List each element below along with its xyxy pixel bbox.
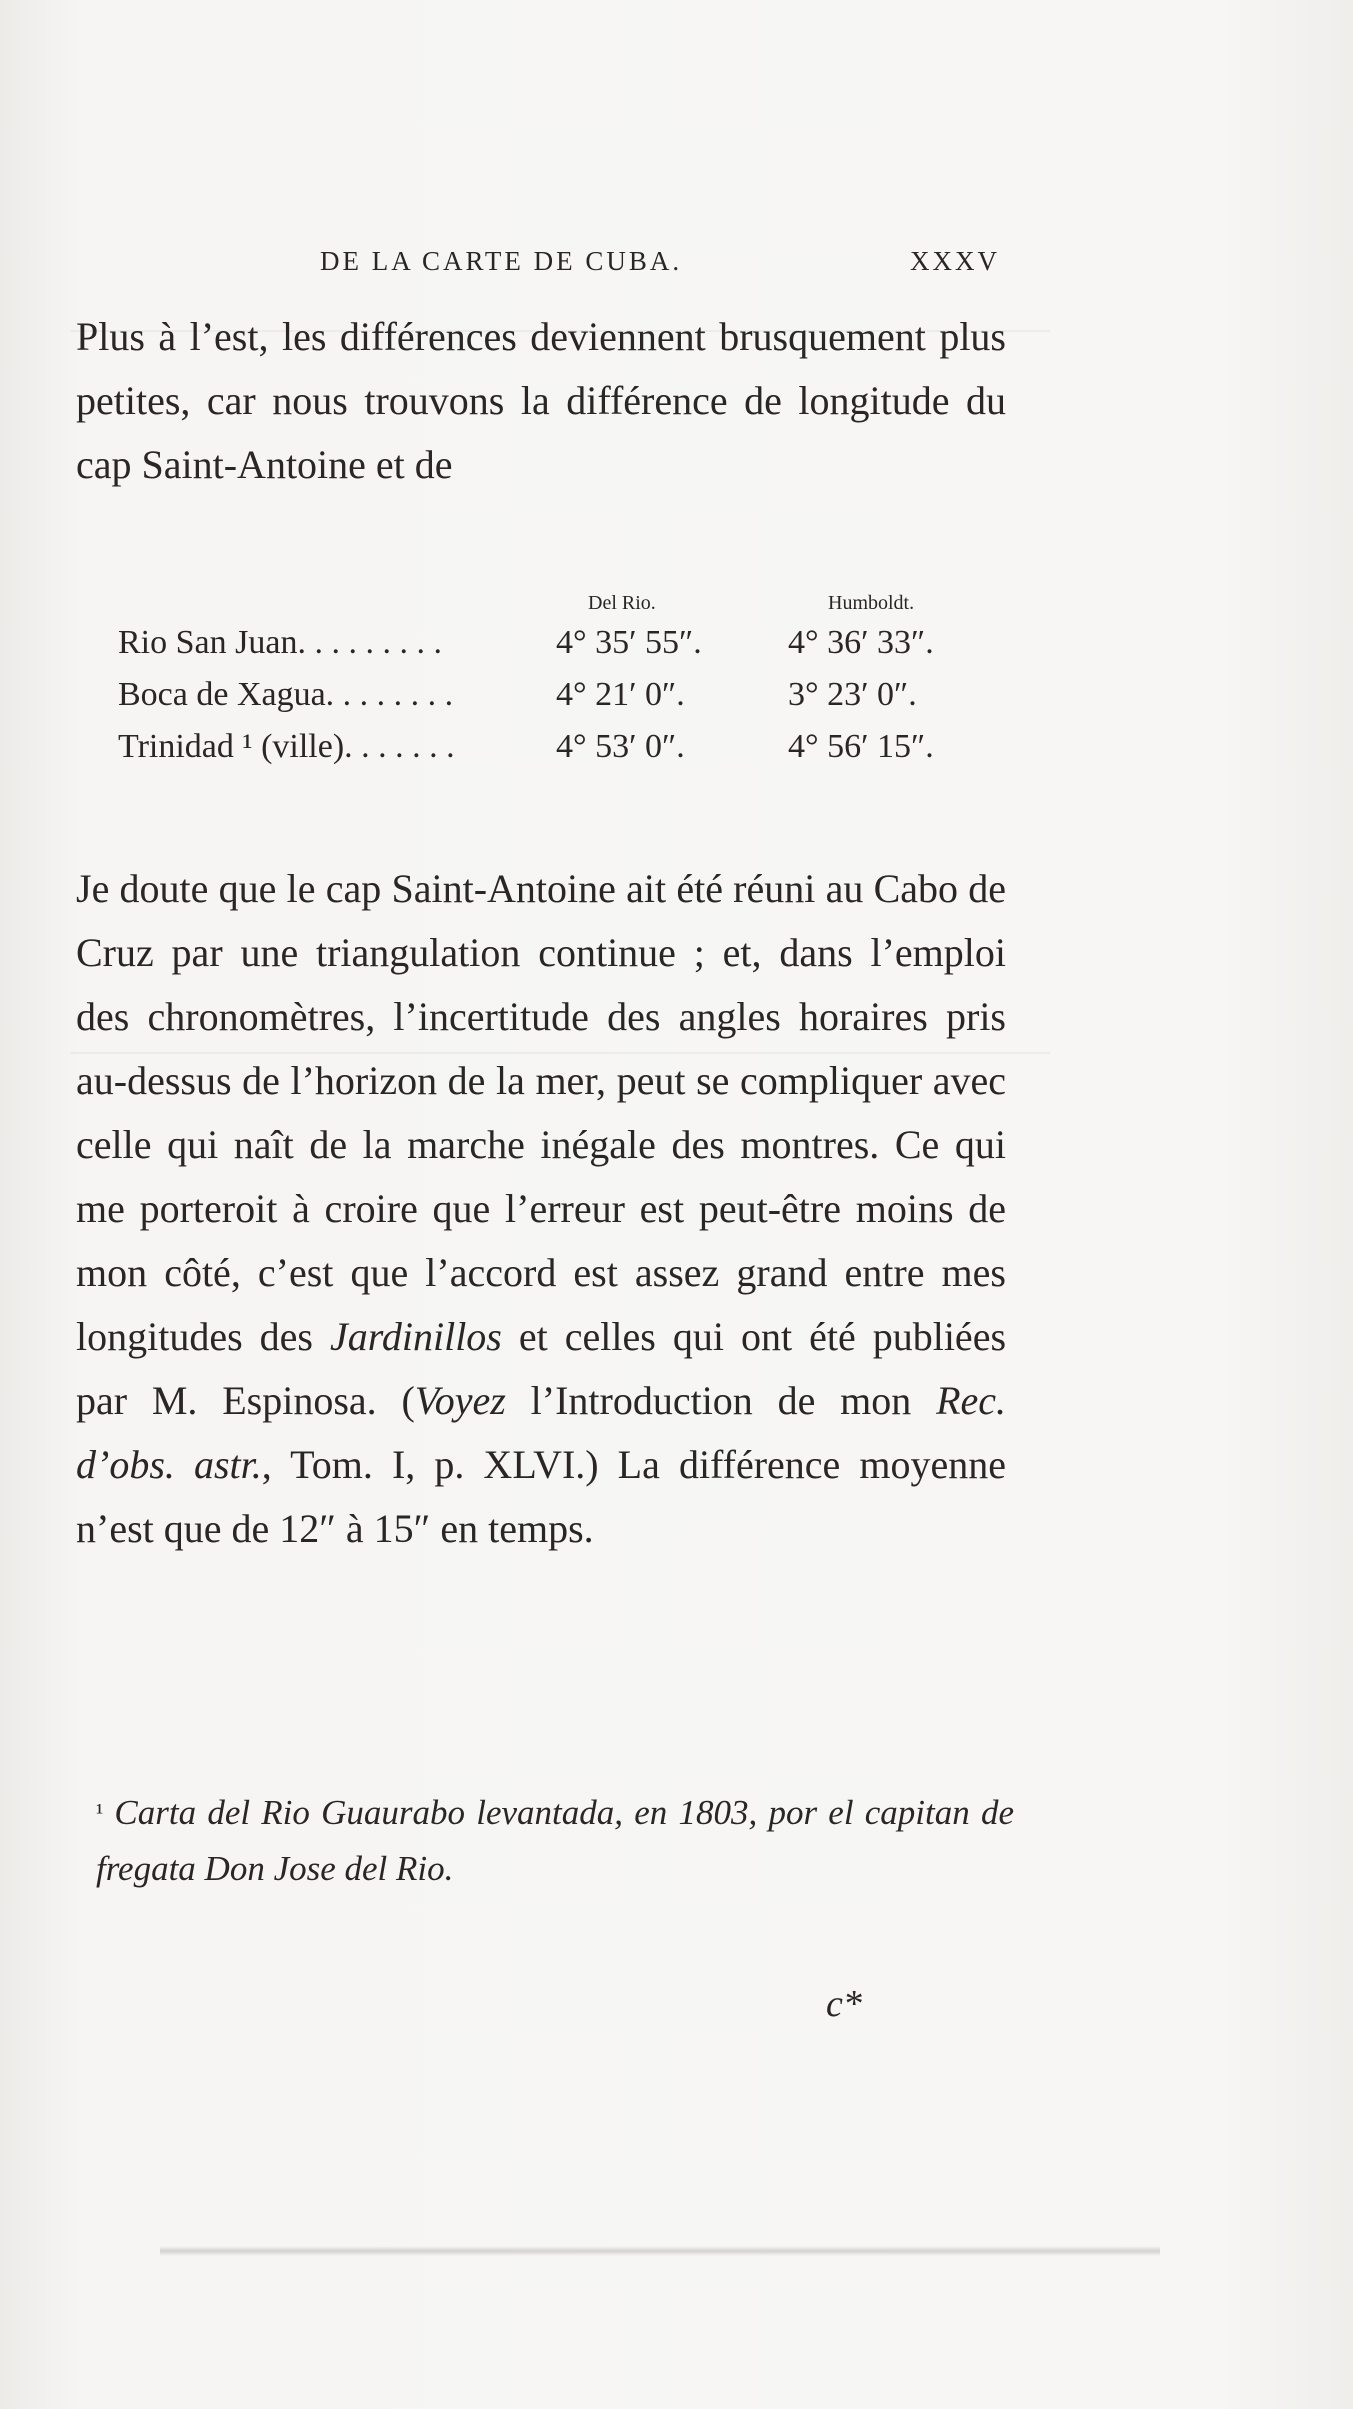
para2-text-1: Je doute que le cap Saint-Antoine ait été réuni au Cabo de Cruz par une triangulation continue ; et, dans l’emploi des chronomètres, l’incertitude des angles horaires pris au-dessus de l’horizon de la mer, peut se compliquer avec celle qui naît de la marche inégale des montres. Ce qui me porteroit à croire que l’erreur est peut-être moins de mon côté, c’est que l’accord est assez grand entre mes longitudes des xyxy=(76,866,1006,1359)
header-title: DE LA CARTE DE CUBA. xyxy=(320,246,683,276)
running-header xyxy=(320,246,1000,286)
signature-mark: c* xyxy=(826,1983,862,2025)
del-rio-value: 4° 53′ 0″. xyxy=(556,728,685,765)
para2-text-2: et celles qui ont été publiées par M. Espinosa. ( xyxy=(76,1314,1007,1423)
page-number: XXXV xyxy=(910,246,1000,276)
humboldt-value: 4° 36′ 33″. xyxy=(788,624,934,661)
page-shadow xyxy=(160,2246,1160,2256)
humboldt-value: 4° 56′ 15″. xyxy=(788,728,934,765)
place-name: Boca de Xagua. . . . . . . . xyxy=(118,676,454,713)
footnote-text: Carta del Rio Guaurabo levantada, en 1803, por el capitan de fregata Don Jose del Rio. xyxy=(96,1793,1014,1888)
table-row xyxy=(118,624,1018,676)
jardinillos-term: Jardinillos xyxy=(330,1314,502,1359)
place-name: Rio San Juan. . . . . . . . . xyxy=(118,624,442,661)
footnote xyxy=(96,1785,1014,1897)
del-rio-value: 4° 35′ 55″. xyxy=(556,624,702,661)
table-header xyxy=(118,592,1018,624)
del-rio-value: 4° 21′ 0″. xyxy=(556,676,685,713)
rec-obs-reference: Rec. d’obs. astr. xyxy=(76,1378,1007,1487)
paragraph-2 xyxy=(76,857,1006,1561)
para2-text-3: l’Introduction de mon xyxy=(530,1378,912,1423)
place-name: Trinidad ¹ (ville). . . . . . . xyxy=(118,728,455,765)
col-humboldt: Humboldt. xyxy=(828,592,915,614)
para2-text-4: , Tom. I, p. XLVI.) La différence moyenne n’est que de 12″ à 15″ en temps. xyxy=(76,1442,1007,1551)
col-del-rio: Del Rio. xyxy=(588,592,656,614)
paragraph-1: Plus à l’est, les différences deviennent brusquement plus petites, car nous trouvons la différence de longitude du cap Saint-Antoine et de xyxy=(76,314,1006,487)
voyez-term: Voyez xyxy=(414,1378,506,1423)
footnote-marker: ¹ xyxy=(96,1800,104,1826)
longitude-table xyxy=(118,592,1018,780)
humboldt-value: 3° 23′ 0″. xyxy=(788,676,917,713)
table-row xyxy=(118,676,1018,728)
table-row xyxy=(118,728,1018,780)
